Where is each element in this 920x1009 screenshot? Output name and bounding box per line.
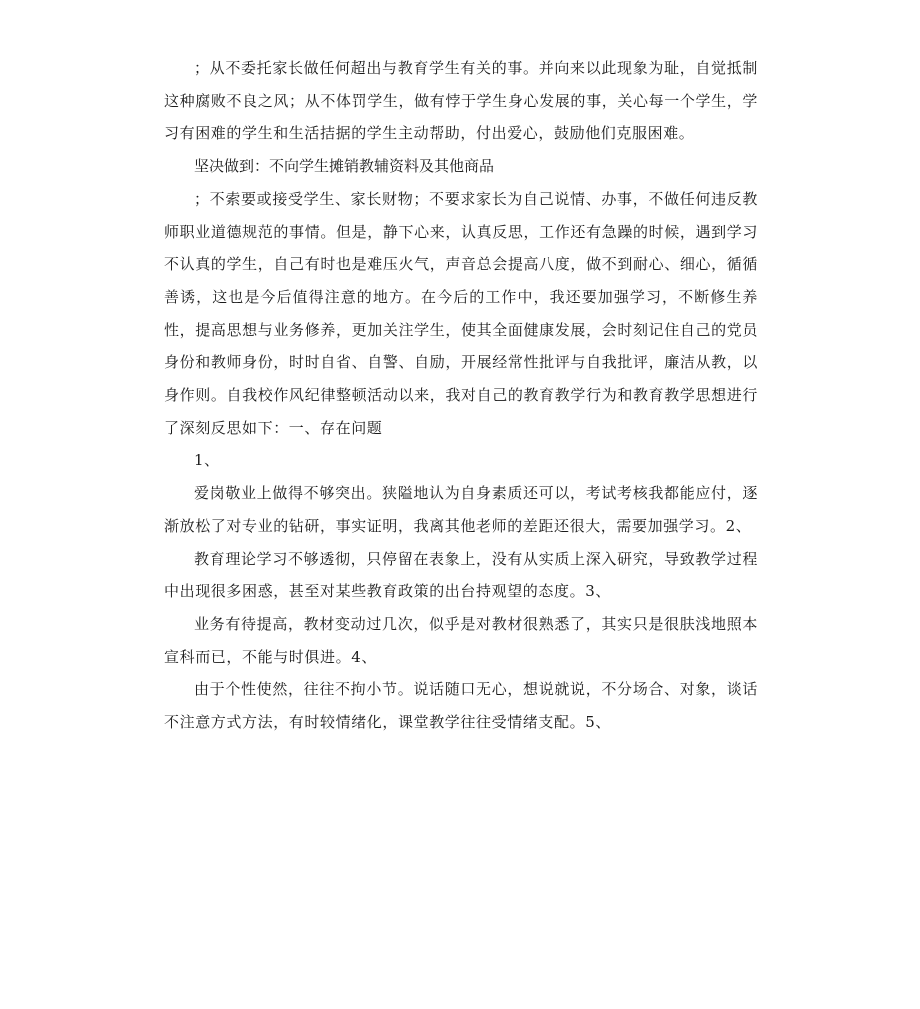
paragraph: ；不索要或接受学生、家长财物；不要求家长为自己说情、办事，不做任何违反教师职业道德规范的事情。但是，静下心来，认真反思，工作还有急躁的时候，遇到学习不认真的学生，自己有时也是难压火气，声音总会提高八度，做不到耐心、细心，循循善诱，这也是今后值得注意的地方。在今后的工作中，我还要加强学习，不断修生养性，提高思想与业务修养，更加关注学生，使其全面健康发展，会时刻记住自己的党员身份和教师身份，时时自省、自警、自励，开展经常性批评与自我批评，廉洁从教，以身作则。自我校作风纪律整顿活动以来，我对自己的教育教学行为和教育教学思想进行了深刻反思如下：一、存在问题 [164,189,758,437]
document-page [164,52,758,739]
paragraph: 坚决做到：不向学生摊销教辅资料及其他商品 [194,157,495,176]
paragraph: 爱岗敬业上做得不够突出。狭隘地认为自身素质还可以，考试考核我都能应付，逐渐放松了对专业的钻研，事实证明，我离其他老师的差距还很大，需要加强学习。2、 [164,484,758,535]
paragraph: ；从不委托家长做任何超出与教育学生有关的事。并向来以此现象为耻，自觉抵制这种腐败不良之风；从不体罚学生，做有悖于学生身心发展的事，关心每一个学生，学习有困难的学生和生活拮据的学生主动帮助，付出爱心，鼓励他们克服困难。 [164,59,758,143]
paragraph: 由于个性使然，往往不拘小节。说话随口无心，想说就说，不分场合、对象，谈话不注意方式方法，有时较情绪化，课堂教学往往受情绪支配。5、 [164,680,758,732]
paragraph: 1、 [194,451,220,470]
paragraph: 教育理论学习不够透彻，只停留在表象上，没有从实质上深入研究，导致教学过程中出现很多困惑，甚至对某些教育政策的出台持观望的态度。3、 [164,549,758,601]
paragraph: 业务有待提高，教材变动过几次，似乎是对教材很熟悉了，其实只是很肤浅地照本宣科而已，不能与时俱进。4、 [164,614,758,666]
